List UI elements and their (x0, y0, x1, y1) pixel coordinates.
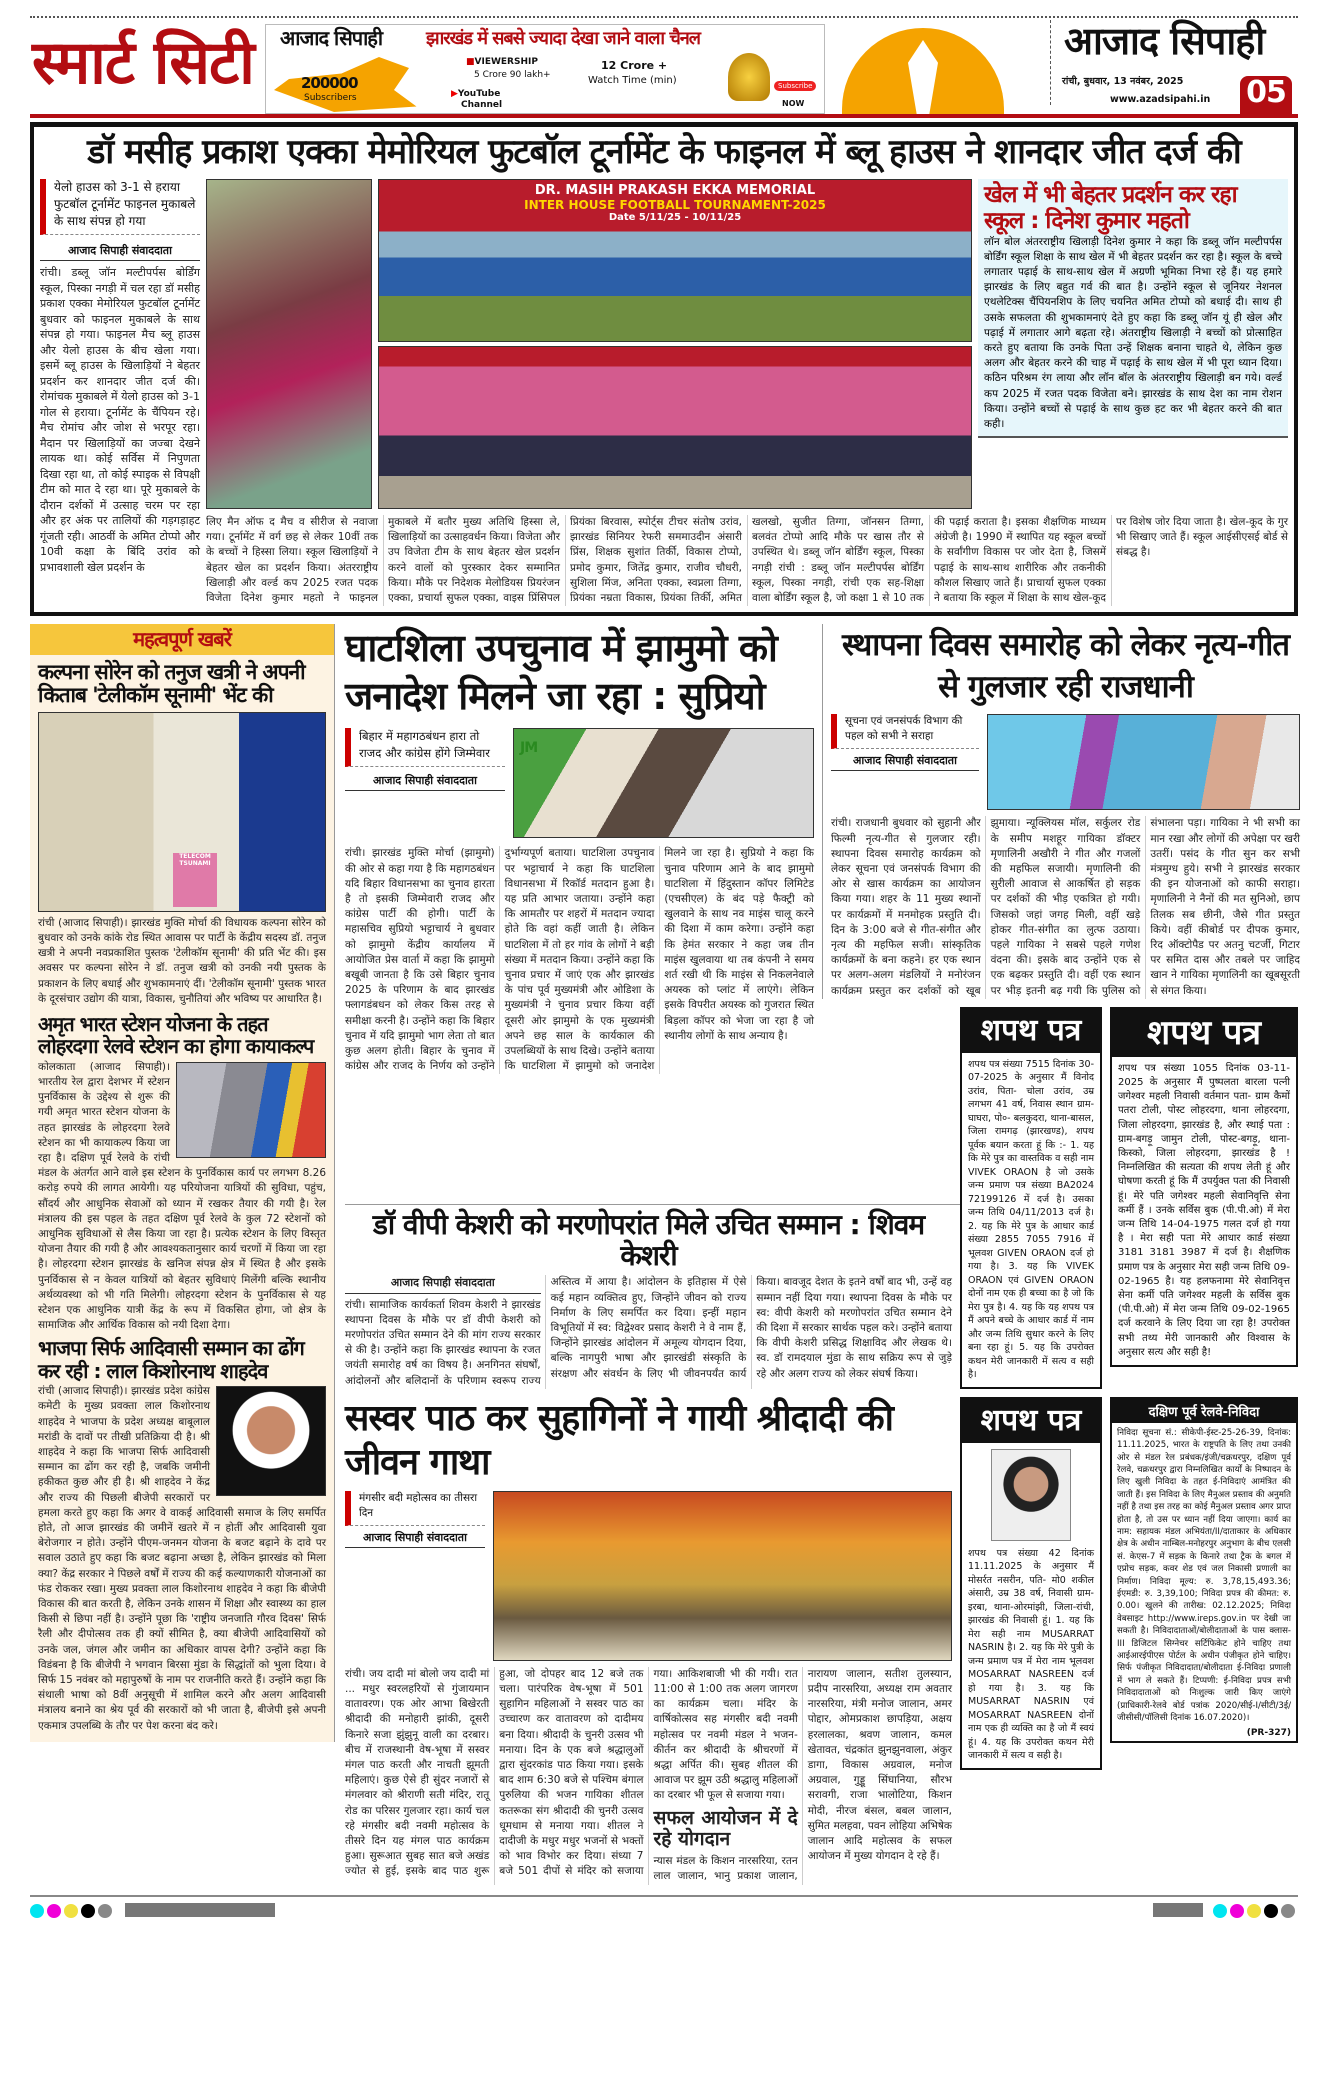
story-headline: अमृत भारत स्टेशन योजना के तहत लोहरदगा रेलवे स्टेशन का होगा कायाकल्प (38, 1011, 314, 1059)
color-registration-marks (1213, 1901, 1298, 1920)
sasvar-body-columns (345, 1667, 952, 1885)
team-photo-1 (378, 179, 972, 342)
side-headline: खेल में भी बेहतर प्रदर्शन कर रहा स्कूल : दिनेश कुमार महतो (984, 182, 1237, 234)
affidavit-text: शपथ पत्र संख्या 7515 दिनांक 30-07-2025 के अनुसार मैं विनोद उरांव, पिता- चोला उरांव, उम्र लगभग 41 वर्ष, निवास स्थान ग्राम-घाघरा, पो०- बलकुदरा, थाना-बासल, जिला रामगढ़ (झारखण्ड), शपथ पूर्वक बयान करता हूं कि :- 1. यह कि मेरे पुत्र का वास्तविक व सही नाम VIVEK ORAON है जो उसके जन्म प्रमाण पत्र संख्या BA2024 72199126 में दर्ज है। उसका जन्म तिथि 04/11/2013 दर्ज है। 2. यह कि मेरे पुत्र के आधार कार्ड संख्या 2855 7055 7916 में भूलवश GIVEN ORAON दर्ज हो गया है। 3. यह कि VIVEK ORAON एवं GIVEN ORAON दोनों नाम एक ही बच्चा का है जो कि मेरा पुत्र है। 4. यह कि यह शपथ पत्र मैं अपने बच्चे के आधार कार्ड में नाम और जन्म तिथि सुधार करने के लिए बना रहा हूं। 5. यह कि उपरोक्त कथन मेरी जानकारी में सत्य व सही है। (968, 1058, 1094, 1381)
gray-bar (125, 1903, 275, 1917)
sasvar-kicker: मंगसीर बदी महोत्सव का तीसरा दिन (345, 1491, 485, 1526)
channel-label: Channel (461, 100, 503, 110)
railway-station-photo (176, 1062, 326, 1158)
ad-tagline: झारखंड में सबसे ज्यादा देखा जाने वाला चैनल (426, 28, 700, 49)
page-number: 05 (1240, 76, 1292, 114)
story-body: रांची (आजाद सिपाही)। झारखंड प्रदेश कांग्रेस कमेटी के मुख्य प्रवक्ता लाल किशोरनाथ शाहदेव ने भाजपा के प्रदेश अध्यक्ष बाबूलाल मरांडी के दावों पर तीखी प्रतिक्रिया दी है। श्री शाहदेव ने कहा कि भाजपा सिर्फ आदिवासी सम्मान का ढोंग कर रही है, जबकि जमीनी हकीकत कुछ और ही है। श्री शाहदेव ने केंद्र और राज्य की पिछली बीजेपी सरकारों पर हमला करते हुए कहा कि अगर वे वाकई आदिवासी समाज के लिए समर्पित होते, तो आज झारखंड की जमीनें खतरे में न होतीं और आदिवासी युवा बेरोजगार न होते। उन्होंने पीएम-जनमन योजना के बजट बढ़ाने के दावे पर सवाल उठाते हुए कहा कि बजट बढ़ाना अच्छा है, लेकिन झारखंड को मिला क्या? केंद्र सरकार ने पिछले वर्षों में राज्य की कई कल्याणकारी योजनाओं का फंड रोककर रखा। मुख्य प्रवक्ता लाल किशोरनाथ शाहदेव ने कहा कि बीजेपी विकास की बात करती है, लेकिन उनके शासन में शिक्षा और स्वास्थ्य का हाल किसी से छिपा नहीं है। उन्होंने पूछा कि 'राष्ट्रीय जनजाति गौरव दिवस' सिर्फ रैली और दीपोत्सव तक ही क्यों सीमित है, क्या बीजेपी आदिवासियों को उनके जल, जंगल और जमीन का अधिकार वापस देगी? उन्होंने कहा कि विडंबना है कि बीजेपी ने भगवान बिरसा मुंडा के सिद्धांतों को भुला दिया। वे सिर्फ 15 नवंबर को महापुरुषों के नाम पर राजनीति करते हैं। उन्होंने कहा कि संथाली भाषा को 8वीं अनुसूची में शामिल करने और अलग आदिवासी मंत्रालय बनाने का श्रेय पूर्व की सरकारों को भी जाता है, बीजेपी इसे अपनी एकमात्र उपलब्धि के तौर पर पेश करना बंद करे। (38, 1385, 326, 1732)
tournament-banner-subtitle: INTER HOUSE FOOTBALL TOURNAMENT-2025 (524, 197, 826, 212)
sthapna-body-text: रांची। राजधानी बुधवार को सुहानी और फिल्मी नृत्य-गीत से गुलजार रही। स्थापना दिवस समारोह कार्यक्रम को लेकर सूचना एवं जनसंपर्क विभाग की ओर से खास कार्यक्रम का आयोजन किया गया। शहर के 11 मुख्य स्थानों पर कार्यक्रमों में मनमोहक प्रस्तुति दी। दिन के 3:00 बजे से गीत-संगीत और नृत्य की महफिल सजी। सांस्कृतिक कार्यक्रमों के बना कहने। हर एक स्थान पर अलग-अलग मंडलियों ने मनोरंजन कार्यक्रम प्रस्तुत कर दर्शकों को खूब झुमाया। न्यूक्लियस मॉल, सर्कुलर रोड के समीप मशहूर गायिका डॉक्टर मृणालिनी अखौरी ने गीत और गजलों की महफिल सजायी। मृणालिनी की सुरीली आवाज से आकर्षित हो सड़क पर दर्शकों की भीड़ एकत्रित हो गयी। जिसको जहां जगह मिली, वहीं खड़े होकर गीत-संगीत का लुत्फ उठाया। पहले गायिका ने सबसे पहले गणेश वंदना की। इसके बाद उन्होंने एक से एक बढ़कर प्रस्तुति दी। वहीं एक स्थान पर भीड़ इतनी बढ़ गयी कि पुलिस को संभालना पड़ा। गायिका ने भी सभी का मान रखा और लोगों की अपेक्षा पर खरी उतरीं। पसंद के गीत सुन कर सभी मंत्रमुग्ध हुये। सभी ने झारखंड सरकार की इन योजनाओं को काफी सराहा। मृणालिनी ने नैनों की मत सुनिओ, छाप तिलक सब छीनी, जैसे गीत प्रस्तुत किये। वहीं कीबोर्ड पर दीपक कुमार, रिद ऑक्टोपैड पर अतनु चटर्जी, गिटार पर समित दास और तबले पर जाहिद खान ने गायिका मृणालिनी का खूबसूरती से संगत किया। (831, 817, 1300, 997)
top-body: रांची। डब्लू जॉन मल्टीपर्पस बोर्डिंग स्कूल, पिस्का नगड़ी में चल रहा डॉ मसीह प्रकाश एक्का मेमोरियल फुटबॉल टूर्नामेंट बुधवार को फाइनल मुकाबले के साथ संपन्न हो गया। फाइनल मैच ब्लू हाउस और येलो हाउस के बीच खेला गया। इसमें ब्लू हाउस के खिलाड़ियों ने बेहतर प्रदर्शन कर शानदार जीत दर्ज की। रोमांचक मुकाबले में येलो हाउस को 3-1 गोल से हराया। टूर्नामेंट के चैंपियन रहे। मैच रोमांच और जोश से भरपूर रहा। मैदान पर खिलाड़ियों का जज्बा देखने लायक था। कोई सर्विस में निपुणता दिखा रहा था, तो कोई स्पाइक से विपक्षी टीम को मात दे रहा था। पूरे मुकाबले के दौरान दर्शकों में उत्साह चरम पर रहा और हर अंक पर तालियों की गड़गड़ाहट गूंजती रही। आठवीं के अमित टोप्पो और 10वी कक्षा के बिंदि उरांव को प्रभावशाली खेल प्रदर्शन के (40, 266, 200, 574)
story-headline: भाजपा सिर्फ आदिवासी सम्मान का ढोंग कर रही : लाल किशोरनाथ शाहदेव (38, 1336, 304, 1383)
temple-ceremony-photo (493, 1491, 952, 1661)
keshari-headline: डॉ वीपी केशरी को मरणोपरांत मिले उचित सम्मान : शिवम केशरी (372, 1207, 925, 1272)
affidavit-text: शपथ पत्र संख्या 1055 दिनांक 03-11-2025 के अनुसार मैं पुष्पलता बारला पत्नी जगेश्वर महली निवासी वर्तमान पता- ग्राम कैमों पतरा टोली, पोस्ट लोहरदगा, थाना लोहरदगा, जिला लोहरदगा, झारखंड है, और स्थाई पता : ग्राम-बगड़ू जामुन टोली, पोस्ट-बगड़ू, थाना- किस्को, जिला लोहरदगा, झारखंड है ! निम्नलिखित की सत्यता की शपथ लेती हूं और घोषणा करती हूं कि मैं उपर्युक्त पता की निवासी हूं। मेरे पति जगेश्वर महली सेवानिवृत्ति सेना कर्मी हैं । उनके सर्विस बुक (पी.पी.ओ) में मेरा जन्म तिथि 14-04-1975 गलत दर्ज हो गया है । मेरा सही पता मेरे आधार कार्ड संख्या 3181 3181 3987 में दर्ज है। शैक्षणिक प्रमाण पत्र के अनुसार मेरा सही जन्म तिथि 09-02-1965 है। यह हलफनामा मेरे सेवानिवृत्त सेना कर्मी पति जगेश्वर महली के सर्विस बुक (पी.पी.ओ) में मेरा जन्म तिथि 09-02-1965 दर्ज करवाने के लिए दिया जा रहा है! उपरोक्त सभी तथ्य मेरी जानकारी और विश्वास के अनुसार सत्य और सही है! (1118, 1062, 1290, 1358)
top-byline: आजाद सिपाही संवाददाता (40, 243, 200, 261)
story-headline: कल्पना सोरेन को तनुज खत्री ने अपनी किताब 'टेलीकॉम सूनामी' भेंट की (38, 659, 305, 708)
women-photo (206, 179, 372, 509)
affidavit-title: शपथ पत्र (962, 1399, 1100, 1443)
top-rule (30, 16, 1298, 18)
color-registration-marks (30, 1901, 115, 1920)
tender-text: निविदा सूचना सं.: सीकेपी-ईस्ट-25-26-39, दिनांक: 11.11.2025, भारत के राष्ट्रपति के लिए तथा उनकी ओर से मंडल रेल प्रबंधक/इंजी/चक्रधरपुर, दक्षिण पूर्व रेलवे, चक्रधरपुर द्वारा निम्नलिखित कार्यों के निष्पादन के लिए खुली निविदा के तहत ई-निविदाएं आमंत्रित की जाती हैं। इस निविदा के लिए मैनुअल प्रस्ताव की अनुमति नहीं है तथा इस तरह का कोई मैनुअल प्रस्ताव अगर प्राप्त होता है, तो उस पर ध्यान नहीं दिया जाएगा। कार्य का नाम: सहायक मंडल अभियंता/II/दाताकार के अधिकार क्षेत्र के अधीन नाम्बिल-मनोहरपुर अनुभाग के बीच एलसी सं. केएस-7 में सड़क के किनारे तथा ट्रैक के बगल में एप्रोच सड़क, कवर शेड एवं जल निकासी प्रणाली का निर्माण। निविदा मूल्य: रु. 3,78,15,493.36; ईएमडी: रु. 3,39,100; निविदा प्रपत्र की कीमत: रु. 0.00। खुलने की तारीख: 02.12.2025; निविदा वेबसाइट http://www.ireps.gov.in पर देखी जा सकती है। निविदादाताओं/बोलीदाताओं के पास क्लास-III डिजिटल सिग्नेचर सर्टिफिकेट होने चाहिए तथा आईआरईपीएस पोर्टल के अधीन पंजीकृत होने चाहिए। सिर्फ पंजीकृत निविदादाता/बोलीदाता ई-निविदा प्रणाली में भाग ले सकते हैं। टिप्पणी: ई-निविदा प्रपत्र सभी निविदादाताओं को निःशुल्क जारी किए जाएंगे (प्राधिकारी-रेलवे बोर्ड पत्रांक 2020/सीई-I/सीटी/3ई/जीसीसी/पॉलिसी दिनांक 16.07.2020)। (1117, 1427, 1291, 1724)
ad-brand: आजाद सिपाही (280, 26, 383, 50)
sasvar-body-text: रांची। जय दादी मां बोलो जय दादी मां ... मधुर स्वरलहरियों से गुंजायमान वातावरण। एक ओर आभा बिखेरती श्रीदादी की मनोहारी झांकी, दूसरी किनारे सजा झुंझुनू वाली का दरबार। बीच में राजस्थानी वेष-भूषा में सस्वर मंगल पाठ करती और नाचती झूमती महिलाएं। कुछ ऐसे ही सुंदर नजारों से मंगलवार को श्रीराणी सती मंदिर, रातू रोड का परिसर गुलजार रहा। कार्य चल रहे मंगसीर बदी नवमी महोत्सव के तीसरे दिन यह मंगल पाठ कार्यक्रम हुआ। सुरूआत सुबह सात बजे अखंड ज्योत से हुई, इसके बाद पाठ शुरू हुआ, जो दोपहर बाद 12 बजे तक चला। पारंपरिक वेष-भूषा में 501 सुहागिन महिलाओं ने सस्वर पाठ का उच्चारण कर वातावरण को दादीमय बना दिया। श्रीदादी के चुनरी उत्सव भी मनाया। दिन के एक बजे श्रद्धालुओं द्वारा सुंदरकांड पाठ किया गया। इसके बाद शाम 6:30 बजे से पश्चिम बंगाल पुरुलिया की भजन गायिका शीतल कतरूका संग श्रीदादी की चुनरी उत्सव धूमधाम से मनाया गया। शीतल ने दादीजी के मधुर मधुर भजनों से भक्तों को भाव विभोर कर दिया। संध्या 7 बजे 501 दीपों से मंदिर को सजाया गया। आकिशबाजी भी की गयी। रात 11:00 से 1:00 तक अलग जागरण का कार्यक्रम चला। मंदिर के वार्षिकोत्सव सह मंगसीर बदी नवमी महोत्सव पर नवमी मंडल ने भजन-कीर्तन कर श्रीदादी के श्रीचरणों में श्रद्धा अर्पित की। सुबह शीतल की आवाज पर झूम उठी श्रद्धालु महिलाओं का दरबार भी फूल से सजाया गया। (345, 1667, 798, 1878)
cultural-program-photo (987, 714, 1300, 810)
tournament-banner-date: Date 5/11/25 - 10/11/25 (608, 212, 742, 224)
dateline: रांची, बुधवार, 13 नवंबर, 2025 (1062, 76, 1184, 87)
left-news-column (30, 624, 335, 1742)
ghatshila-headline: घाटशिला उपचुनाव में झामुमो को जनादेश मिलने जा रहा : सुप्रियो (345, 626, 777, 719)
paper-name: आजाद सिपाही (1064, 19, 1265, 63)
sthapna-headline: स्थापना दिवस समारोह को लेकर नृत्य-गीत से गुलजार रही राजधानी (842, 627, 1289, 706)
sasvar-byline: आजाद सिपाही संवाददाता (345, 1530, 485, 1548)
keshari-body-text: रांची। सामाजिक कार्यकर्ता शिवम केशरी ने झारखंड स्थापना दिवस के मौके पर डॉ वीपी केशरी को मरणोपरांत उचित सम्मान देने की मांग राज्य सरकार से की है। उन्होंने कहा कि झारखंड स्थापना के रजत जयंती समारोह वर्ष का विषय है। अनगिनत संघर्षों, आंदोलनों और बलिदानों के परिणाम स्वरूप राज्य अस्तित्व में आया है। आंदोलन के इतिहास में ऐसे कई महान व्यक्तित्व हुए, जिन्होंने जीवन को राज्य निर्माण के लिए समर्पित कर दिया। इन्हीं महान विभूतियों में स्व: विद्वेश्वर प्रसाद केशरी ने वे नाम हैं, जिन्होंने झारखंड आंदोलन में अमूल्य योगदान दिया, बल्कि नागपुरी भाषा और झारखंडी संस्कृति के संरक्षण और संवर्धन के लिए भी जीवनपर्यंत कार्य किया। बावजूद देशत के इतने वर्षों बाद भी, उन्हें वह सम्मान नहीं दिया गया। स्थापना दिवस के मौके पर स्व: वीपी केशरी को मरणोपरांत उचित सम्मान देने की दिशा में सरकार सार्थक पहल करे। उन्होंने बताया कि वीपी केशरी प्रसिद्ध शिक्षाविद और लेखक थे। स्व. डॉ रामदयाल मुंडा के साथ सक्रिय रूप से जुड़े रहे और अलग राज्य को लेकर संघर्ष किया। (345, 1276, 952, 1387)
politician-photo (216, 1386, 326, 1496)
masthead-rule (30, 114, 1298, 118)
railway-tender-box (1110, 1397, 1298, 1744)
masthead (0, 0, 1325, 120)
sthapna-body (831, 816, 1300, 998)
section-title: स्मार्ट सिटी (32, 28, 254, 98)
affidavit-box (960, 1007, 1102, 1389)
ad-subscribers: 200000 (301, 74, 358, 92)
applicant-photo (991, 1449, 1071, 1541)
viewership-label: VIEWERSHIP (474, 57, 538, 67)
viewership-value: 5 Crore 90 lakh+ (474, 70, 551, 80)
affidavit-text: शपथ पत्र संख्या 42 दिनांक 11.11.2025 के अनुसार मैं मोसर्रत नसरीन, पति- मो0 शकील अंसारी, उम्र 38 वर्ष, निवासी ग्राम-इरबा, थाना-ओरमांझी, जिला-रांची, झारखंड की निवासी हूं। 1. यह कि मेरा सही नाम MUSARRAT NASRIN है। 2. यह कि मेरे पुत्री के जन्म प्रमाण पत्र में मेरा नाम भूलवश MOSARRAT NASREEN दर्ज हो गया है। 3. यह कि MUSARRAT NASRIN एवं MOSARRAT NASREEN दोनों नाम एक ही व्यक्ति का है जो मैं स्वयं हूं। 4. यह कि उपरोक्त कथन मेरी जानकारी में सत्य व सही है। (968, 1547, 1094, 1762)
story-body: कोलकाता (आजाद सिपाही)। भारतीय रेल द्वारा देशभर में स्टेशन पुनर्विकास के उद्देश्य से शुरू की गयी अमृत भारत स्टेशन योजना के तहत झारखंड के लोहरदगा रेलवे स्टेशन का भी कायाकल्प किया जा रहा है। दक्षिण पूर्व रेलवे के रांची मंडल के अंतर्गत आने वाले इस स्टेशन के पुनर्विकास कार्य पर लगभग 8.26 करोड़ रुपये की लागत आयेगी। यह परियोजना यात्रियों की सुविधा, पहुंच, सौंदर्य और आधुनिक सेवाओं को ध्यान में रखकर तैयार की गयी है। रेल मंत्रालय की इस पहल के तहत दक्षिण पूर्व रेलवे के कुल 72 स्टेशनों को आधुनिक सुविधाओं से लैस किया जा रहा है। प्रत्येक स्टेशन के लिए विस्तृत योजना तैयार की गयी है और आवश्यकतानुसार कार्य चरणों में किया जा रहा है। लोहरदगा स्टेशन झारखंड के खनिज संपन्न क्षेत्र में स्थित है और इसके पुनर्विकास से न केवल यात्रियों को बेहतर सुविधाएं मिलेंगी बल्कि स्थानीय अर्थव्यवस्था को भी गति मिलेगी। लोहरदगा स्टेशन के पुनर्विकास से यह स्टेशन एक आधुनिक यात्री केंद्र के रूप में विकसित होगा, जो क्षेत्र के सामाजिक और आर्थिक विकास को नयी दिशा देगा। (38, 1060, 326, 1332)
sthapna-story (822, 624, 1300, 998)
story-body: रांची (आजाद सिपाही)। झारखंड मुक्ति मोर्चा की विधायक कल्पना सोरेन को बुधवार को उनके कांके रोड स्थित आवास पर पार्टी के केंद्रीय सदस्य डॉ. तनुज खत्री ने अपनी नवप्रकाशित पुस्तक 'टेलीकॉम सूनामी' की प्रति भेंट की। इस अवसर पर कल्पना सोरेन ने डॉ. तनुज खत्री को उनकी नयी पुस्तक के प्रकाशन के लिए बधाई और शुभकामनाएं दीं। 'टेलीकॉम सूनामी' पुस्तक भारत के दूरसंचार उद्योग की यात्रा, विकास, चुनौतियां और भविष्य पर आधारित है। (38, 916, 326, 1005)
section-important-news: महत्वपूर्ण खबरें (30, 624, 334, 654)
top-body-continued: लिए मैन ऑफ द मैच व सीरीज से नवाजा गया। टूर्नामेंट में वर्ग छह से लेकर 10वीं तक के बच्चों ने हिस्सा लिया। स्कूल खिलाड़ियों ने बेहतर खेल का प्रदर्शन किया। अंतरराष्ट्रीय खिलाड़ी और वर्ल्ड कप 2025 रजत पदक विजेता दिनेश कुमार महतो ने फाइनल मुकाबले में बतौर मुख्य अतिथि हिस्सा ले, खिलाड़ियों का उत्साहवर्धन किया। विजेता और उप विजेता टीम के साथ बेहतर खेल प्रदर्शन करने वालों को पुरस्कार देकर सम्मानित किया। मौके पर निदेशक मेलोडियस प्रियरंजन एक्का, प्रचार्या सुफल एक्का, वाइस प्रिंसिपल प्रियंका बिरवास, स्पोर्ट्स टीचर संतोष उरांव, झारखंड सिनियर रेफरी सममाउदीन अंसारी प्रिंस, शिक्षक सुशांत तिर्की, विकास टोप्पो, प्रमोद कुमार, जितेंद्र कुमार, राजीव चौधरी, सुशिला मिंज, अनिता एक्का, स्वप्नला तिग्गा, प्रियंका नम्रता विकास, प्रियंका तिर्की, अमित खलखो, सुजीत तिग्गा, जॉनसन तिग्गा, बलवंत टोप्पो आदि मौके पर खास तौर से उपस्थित थे। डब्लू जॉन बोर्डिंग स्कूल, पिस्का नगड़ी रांची : डब्लू जॉन मल्टीपर्पस बोर्डिंग स्कूल, पिस्का नगड़ी, रांची एक सह-शिक्षा वाला बोर्डिंग स्कूल है, जो कक्षा 1 से 10 तक की पढ़ाई कराता है। इसका शैक्षणिक माध्यम अंग्रेजी है। 1990 में स्थापित यह स्कूल बच्चों के सर्वांगीण विकास पर जोर देता है, जिसमें पढ़ाई के साथ-साथ शारीरिक और तकनीकी कौशल सिखाए जाते हैं। प्राचार्या सुफल एक्का ने बताया कि स्कूल में शिक्षा के साथ खेल-कूद पर विशेष जोर दिया जाता है। खेल-कूद के गुर भी सिखाए जाते हैं। स्कूल आईसीएसई बोर्ड से संबद्ध है। (206, 516, 1288, 605)
tender-title: दक्षिण पूर्व रेलवे-निविदा (1112, 1399, 1296, 1423)
right-news-grid (345, 624, 1300, 1884)
watch-time-label: Watch Time (min) (588, 75, 677, 86)
bullet-icon: ■ (466, 57, 475, 67)
keshari-byline: आजाद सिपाही संवाददाता (345, 1275, 541, 1293)
sthapna-byline: आजाद सिपाही संवाददाता (831, 753, 979, 771)
tender-code: (PR-327) (1246, 1728, 1291, 1739)
masthead-divider (1050, 20, 1051, 105)
affidavit-title: शपथ पत्र (962, 1009, 1100, 1053)
sasvar-subheading: सफल आयोजन में दे रहे योगदान (653, 1806, 798, 1850)
ghatshila-story (345, 624, 822, 1074)
tournament-banner-title: DR. MASIH PRAKASH EKKA MEMORIAL (534, 183, 816, 199)
ghatshila-body-text: रांची। झारखंड मुक्ति मोर्चा (झामुमो) की ओर से कहा गया है कि महागठबंधन यदि बिहार विधानसभा का चुनाव हारता है तो इसकी जिम्मेवारी राजद और कांग्रेस पार्टी की होगी। पार्टी के महासचिव सुप्रियो भट्टाचार्य ने बुधवार को झामुमो केंद्रीय कार्यालय में आयोजित प्रेस वार्ता में कहा कि झामुमो बखूबी जानता है कि उसे बिहार चुनाव 2025 के परिणाम के बाद झारखंड फ्लागडंबधन को लेकर किस तरह से समीक्षा करनी है। उन्होंने कहा कि बिहार चुनाव में यदि झामुमो भाग लेता तो बात कुछ अलग होती। बिहार के चुनाव में कांग्रेस और राजद के निर्णय को उन्होंने दुर्भाग्यपूर्ण बताया। घाटशिला उपचुनाव पर भट्टाचार्य ने कहा कि घाटशिला विधानसभा में रिकॉर्ड मतदान हुआ है। यह प्रति आभार जताया। उन्होंने कहा कि आमतौर पर शहरों में मतदान ज्यादा होते कि वहां कहीं जाती है। लेकिन घाटशिला में तो हर गांव के लोगों ने बड़ी संख्या में मतदान किया। उन्होंने कहा कि चुनाव प्रचार में जाएं एक और झारखंड के पांच पूर्व मुख्यमंत्री और ओडिशा के मुख्यमंत्री ने चुनाव प्रचार किया वहीं दूसरी ओर झामुमो के एक मुख्यमंत्री अपने छह साल के कार्यकाल की उपलब्धियों के साथ दिखे। उन्होंने बताया कि घाटशिला में झामुमो को जनादेश मिलने जा रहा है। सुप्रियो ने कहा कि चुनाव परिणाम आने के बाद झामुमो घाटशिला में हिंदुस्तान कॉपर लिमिटेड (एचसीएल) के बंद पड़े फैक्ट्री को खुलवाने के साथ नव माइंस चालू करने की दिशा में काम करेगा। उन्होंने कहा कि हेमंत सरकार ने कहा जब तीन माइंस खुलवाया था तब कंपनी ने समय शर्त रखी थी कि माइंस से निकलनेवाले अयस्क को प्लांट में लाएंगे। लेकिन इसके विपरीत अयस्क को गुजरात स्थित बिड़ला कॉपर को भेजा जा रहा है जो स्थानीय लोगों के साथ अन्याय है। (345, 847, 814, 1073)
side-body: लॉन बोल अंतरराष्ट्रीय खिलाड़ी दिनेश कुमार ने कहा कि डब्लू जॉन मल्टीपर्पस बोर्डिंग स्कूल शिक्षा के साथ खेल में भी बेहतर प्रदर्शन कर रहा है। स्कूल के बच्चे लगातार पढ़ाई के साथ-साथ खेल में अग्रणी भूमिका निभा रहे हैं। यह हमारे झारखंड के लिए बहुत गर्व की बात है। उन्होंने स्कूल से जूनियर नेशनल एथलेटिक्स चैंपियनशिप के लिए चयनित अमित टोप्पो को बधाई दी। साथ ही उसके सफलता की शुभकामनाएं देते हुए कहा कि डब्लू जॉन यूं ही खेल और पढ़ाई में लगातार आगे बढ़ता रहे। अंतराष्ट्रीय खिलाड़ी ने बच्चों को प्रोत्साहित करते हुए बताया कि उनके पिता उन्हें शिक्षक बनाना चाहते थे, लेकिन कुछ अलग और बेहतर करने की चाह में पढ़ाई के साथ खेल में भी पूरा ध्यान दिया। कठिन परिश्रम रंग लाया और लॉन बॉल के अंतरराष्ट्रीय खिलाड़ी बन गये। वर्ल्ड कप 2025 में रजत पदक विजेता बने। झारखंड के साथ देश का नाम रोशन किया। उन्होंने बच्चों से पढ़ाई के साथ कुछ हट कर भी बेहतर करने की बात कही। (984, 235, 1282, 431)
keshari-body (345, 1275, 952, 1388)
book-presentation-photo (38, 712, 326, 912)
affidavit-title: शपथ पत्र (1112, 1009, 1296, 1057)
sasvar-story (345, 1397, 960, 1885)
subscribe-button[interactable]: Subscribe (774, 81, 816, 91)
top-headline: डॉ मसीह प्रकाश एक्का मेमोरियल फुटबॉल टूर्नामेंट के फाइनल में ब्लू हाउस ने शानदार जीत दर्ज की (87, 132, 1241, 172)
gray-bar (1153, 1903, 1203, 1917)
watch-time-value: 12 Crore + (601, 59, 668, 72)
ad-subscribers-label: Subscribers (304, 93, 357, 103)
book-cover: TELECOM TSUNAMI (173, 853, 217, 907)
team-photo-2 (378, 346, 972, 509)
ghatshila-body (345, 846, 814, 1074)
top-left-column (40, 179, 200, 575)
footer-registration-strip (30, 1895, 1298, 1920)
supriyo-photo (513, 728, 814, 838)
pen-nib-logo (842, 28, 1004, 116)
affidavit-box (1110, 1007, 1298, 1367)
party-logo-text: JM (520, 740, 538, 757)
keshari-story (345, 1204, 960, 1389)
website: www.azadsipahi.in (1110, 94, 1211, 105)
sthapna-kicker: सूचना एवं जनसंपर्क विभाग की पहल को सभी ने सराहा (831, 714, 979, 749)
ghatshila-kicker: बिहार में महागठबंधन हारा तो राजद और कांग्रेस होंगे जिम्मेवार (345, 728, 505, 767)
side-story-box (978, 179, 1288, 438)
affidavit-box (960, 1397, 1102, 1770)
award-trophy-icon (728, 53, 770, 101)
youtube-ad-banner[interactable] (265, 24, 825, 114)
subscribe-now-label: NOW (782, 99, 805, 108)
youtube-icon: ▶ (451, 89, 458, 99)
ghatshila-byline: आजाद सिपाही संवाददाता (345, 773, 505, 791)
lower-section (30, 624, 1300, 1884)
team-photos (378, 179, 972, 509)
top-story (30, 122, 1298, 616)
sasvar-body2-text: न्यास मंडल के किशन नारसरिया, रतन लाल जालान, भानु प्रकाश जालान, नारायण जालान, सतीश तुलस्यान, प्रदीप नारसरिया, अध्यक्ष राम अवतार नारसरिया, मंत्री मनोज जालान, अमर पोद्दार, ओमप्रकाश छापड़िया, अक्षय हरलालका, श्रवण जालान, कमल खेतावत, चंद्रकांत झुनझुनवाला, अंकुर डागा, विकास अग्रवाल, मनोज अग्रवाल, गुड्डू सिंघानिया, सौरभ सरावगी, राजा भालोटिया, किशन मोदी, नीरज बंसल, बबल जालान, सुमित मलहवा, पवन लोहिया अभिषेक जालान आदि महोत्सव के सफल आयोजन में मुख्य योगदान दे रहे हैं। (653, 1667, 952, 1883)
sasvar-headline: सस्वर पाठ कर सुहागिनों ने गायी श्रीदादी की जीवन गाथा (345, 1397, 893, 1483)
top-kicker: येलो हाउस को 3-1 से हराया फुटबॉल टूर्नामेंट फाइनल मुकाबले के साथ संपन्न हो गया (40, 179, 200, 235)
youtube-label: YouTube (457, 89, 501, 99)
